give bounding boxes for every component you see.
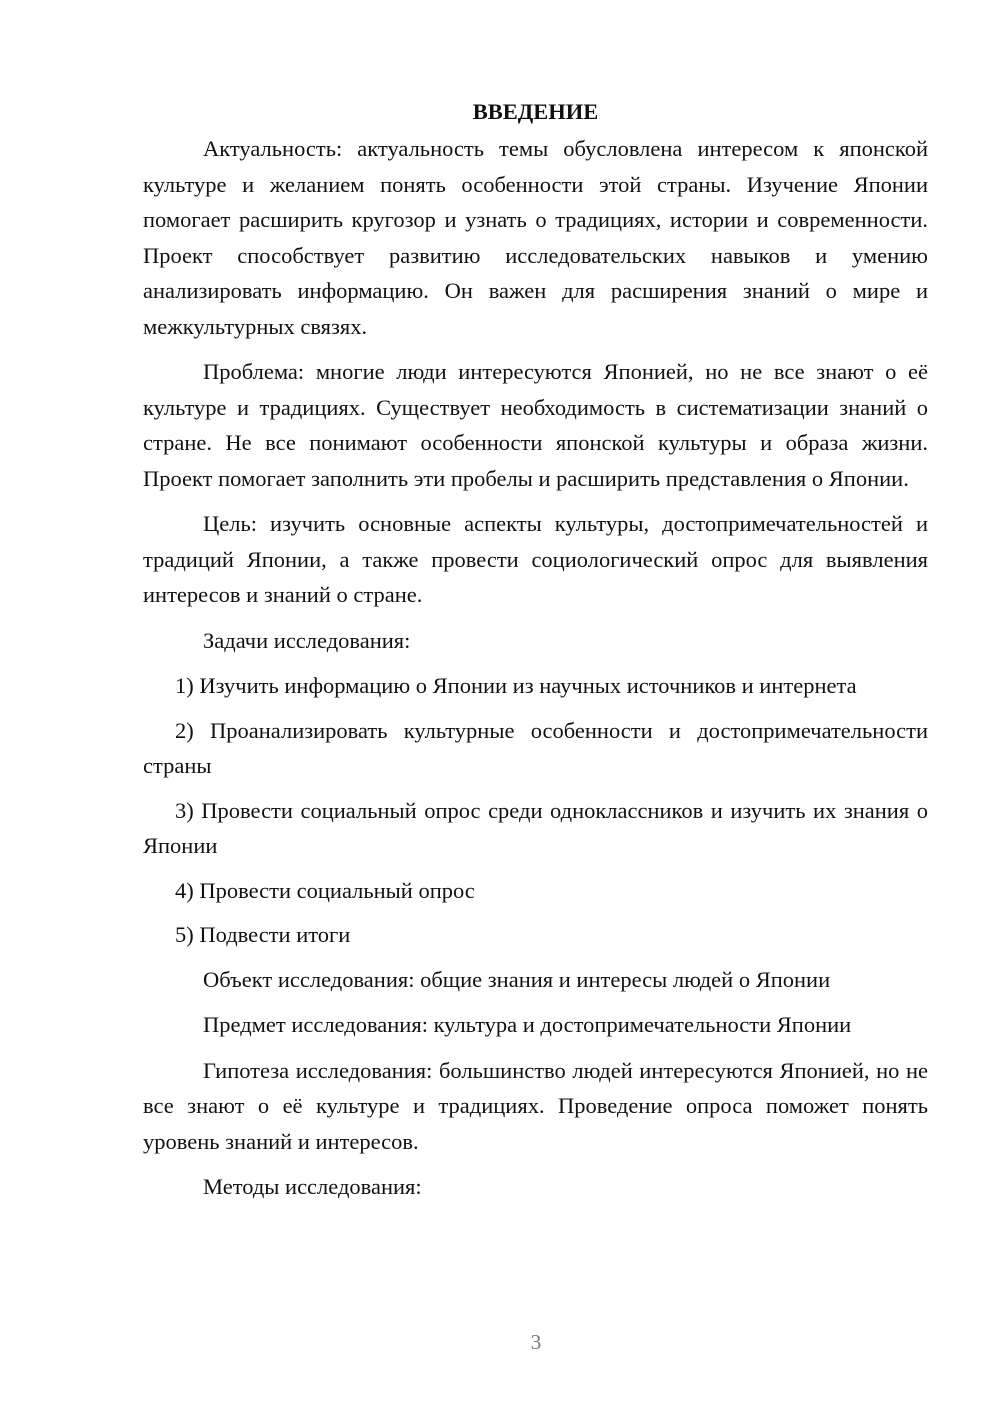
problem-paragraph: Проблема: многие люди интересуются Японией, но не все знают о её культуре и традициях. Существует необходимость в систематизации знаний о стране. Не все понимают особенности японской культуры и образа жизни. Проект помогает заполнить эти пробелы и расширить представления о Японии. <box>143 359 928 491</box>
goal-paragraph: Цель: изучить основные аспекты культуры, достопримечательностей и традиций Японии, а также провести социологический опрос для выявления интересов и знаний о стране. <box>143 511 928 607</box>
tasks-heading: Задачи исследования: <box>203 627 411 653</box>
task-item-4: 4) Провести социальный опрос <box>175 877 475 903</box>
page-number: 3 <box>530 1330 542 1354</box>
task-item-5: 5) Подвести итоги <box>175 922 351 947</box>
section-title: ВВЕДЕНИЕ <box>472 99 599 124</box>
task-item-2: 2) Проанализировать культурные особенности и достопримечательности страны <box>143 717 928 778</box>
task-item-1: 1) Изучить информацию о Японии из научных источников и интернета <box>175 673 857 698</box>
document-page <box>143 94 928 1215</box>
methods-heading: Методы исследования: <box>203 1174 422 1199</box>
hypothesis-paragraph: Гипотеза исследования: большинство людей интересуются Японией, но не все знают о её культуре и традициях. Проведение опроса поможет понять уровень знаний и интересов. <box>143 1057 928 1154</box>
object-line: Объект исследования: общие знания и интересы людей о Японии <box>203 966 831 992</box>
relevance-paragraph: Актуальность: актуальность темы обусловлена интересом к японской культуре и желанием понять особенности этой страны. Изучение Японии помогает расширить кругозор и узнать о традициях, истории и современности. Проект способствует развитию исследовательских навыков и умению анализировать информацию. Он важен для расширения знаний о мире и межкультурных связях. <box>143 136 928 339</box>
task-item-3: 3) Провести социальный опрос среди одноклассников и изучить их знания о Японии <box>143 797 928 858</box>
subject-line: Предмет исследования: культура и достопримечательности Японии <box>203 1012 852 1037</box>
